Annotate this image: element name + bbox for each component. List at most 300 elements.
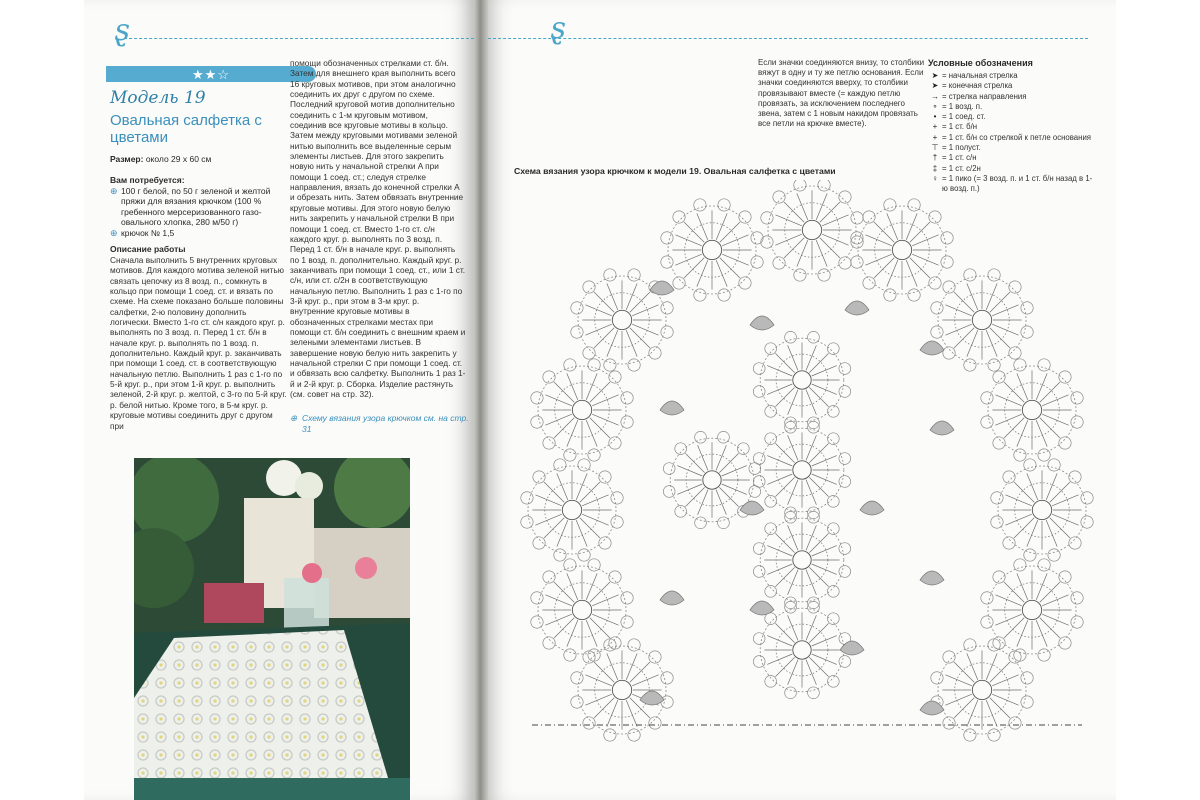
- motif-picot: [851, 212, 863, 224]
- leaf-element: [640, 691, 664, 705]
- stars-rating: ★★☆: [192, 67, 230, 82]
- leaf-element: [740, 501, 764, 515]
- motif-center-ring: [1022, 400, 1041, 419]
- motif-picot: [981, 616, 993, 628]
- motif-picot: [571, 326, 583, 338]
- motif-stitch: [557, 473, 568, 499]
- motif-stitch: [767, 456, 792, 466]
- motif-stitch: [592, 395, 618, 406]
- leaf-element: [660, 401, 684, 415]
- motif-stitch: [992, 675, 1018, 686]
- motif-picot: [839, 363, 851, 375]
- motif-picot: [753, 543, 765, 555]
- leaf-element: [660, 591, 684, 605]
- motif-picot: [851, 256, 863, 268]
- motif-picot: [564, 449, 576, 461]
- motif-stitch: [788, 390, 798, 415]
- motif-stitch: [592, 595, 618, 606]
- motif-picot: [839, 656, 851, 668]
- motif-stitch: [990, 292, 1010, 312]
- motif-stitch: [812, 654, 837, 664]
- motif-stitch: [767, 636, 792, 646]
- swirl-ornament: ȿ: [114, 13, 130, 48]
- motif-picot: [718, 289, 730, 301]
- motif-picot: [694, 199, 706, 211]
- motif-stitch: [1005, 495, 1031, 506]
- motif-picot: [695, 431, 707, 443]
- motif-center-ring: [1022, 600, 1041, 619]
- motif-picot: [661, 232, 673, 244]
- motif-stitch: [806, 345, 816, 370]
- motif-picot: [1014, 559, 1026, 571]
- motif-picot: [621, 592, 633, 604]
- motif-picot: [785, 687, 797, 699]
- motif-stitch: [1017, 573, 1028, 599]
- motif-picot: [749, 463, 761, 475]
- legend-row: [928, 143, 1098, 153]
- book-gutter: [474, 0, 488, 800]
- motif-picot: [628, 269, 640, 281]
- leaf-element: [930, 421, 954, 435]
- pattern-title: Овальная салфетка с цветами: [110, 112, 262, 146]
- motif-stitch: [986, 283, 997, 309]
- legend-title: Условные обозначения: [928, 58, 1033, 68]
- motif-picot: [1081, 492, 1093, 504]
- motif-center-ring: [802, 220, 821, 239]
- instructions-column-1: Сначала выполнить 5 внутренних круговых мотивов. Для каждого мотива зеленой нитью связать цепочку из 8 возд. п., сомкнуть в кольцо при помощи 1 соед. ст. и вязать по схеме. На схеме показано больше половины салфетки, 2-ю половину дополнить логически. Вместо 1-го ст. с/н каждого круг. р. выполнять по 3 возд. п. Перед 1 ст. б/н в начале круг. р. выполнять по 1 возд. п. дополнительно. Каждый круг. р. заканчивать при помощи 1 соед. ст. в соответствующую начальную петлю. Выполнить 1 раз с 1-го по 5-й круг. р., при этом 1-й круг. р. выполнить зеленой, 2-й круг. р. желтой, с 3-го по 5-й круг. р. белой нитью. Кроме того, в 5-м круг. р. круговые мотивы соединить друг с другом при: [110, 255, 287, 431]
- legend-label: = 1 ст. б/н со стрелкой к петле основания: [942, 132, 1092, 142]
- motif-stitch: [626, 283, 637, 309]
- motif-picot: [808, 331, 820, 343]
- leaf-element: [840, 641, 864, 655]
- motif-stitch: [906, 213, 917, 239]
- motif-stitch: [812, 474, 837, 484]
- motif-picot: [818, 180, 830, 191]
- legend-symbol: ∘: [932, 101, 938, 111]
- top-dashed-rule: [124, 38, 474, 39]
- motif-picot: [818, 269, 830, 281]
- motif-picot: [931, 302, 943, 314]
- motif-picot: [753, 386, 765, 398]
- motif-picot: [604, 269, 616, 281]
- legend-symbol: ‡: [932, 163, 938, 173]
- legend-row: [928, 92, 1098, 102]
- motif-stitch: [545, 595, 571, 606]
- motif-stitch: [806, 570, 816, 595]
- legend-label: = 1 полуст.: [942, 143, 981, 153]
- motif-stitch: [1040, 582, 1060, 602]
- motif-stitch: [788, 615, 798, 640]
- motif-stitch: [816, 193, 827, 219]
- motif-center-ring: [703, 471, 721, 489]
- photo-illustration: [134, 458, 410, 800]
- motif-stitch: [945, 305, 971, 316]
- motif-stitch: [806, 525, 816, 550]
- legend-row: [928, 164, 1098, 174]
- motif-picot: [521, 492, 533, 504]
- motif-picot: [941, 256, 953, 268]
- motif-stitch: [607, 653, 618, 679]
- motif-center-ring: [793, 371, 811, 389]
- motif-picot: [628, 359, 640, 371]
- motif-picot: [1048, 549, 1060, 561]
- motif-picot: [1024, 549, 1036, 561]
- difficulty-stars: [106, 66, 316, 82]
- motif-picot: [753, 566, 765, 578]
- motif-picot: [839, 453, 851, 465]
- motif-picot: [794, 180, 806, 191]
- motif-stitch: [995, 395, 1021, 406]
- motif-stitch: [767, 546, 792, 556]
- motif-stitch: [992, 305, 1018, 316]
- motif-picot: [718, 199, 730, 211]
- motif-stitch: [698, 490, 708, 515]
- motif-stitch: [586, 373, 597, 399]
- motif-picot: [628, 639, 640, 651]
- size-value: около 29 x 60 см: [145, 154, 212, 164]
- motif-stitch: [677, 466, 702, 476]
- motif-center-ring: [612, 680, 631, 699]
- motif-picot: [794, 269, 806, 281]
- motif-picot: [908, 289, 920, 301]
- motif-picot: [981, 416, 993, 428]
- motif-stitch: [812, 564, 837, 574]
- chart-note: Если значки соединяются внизу, то столбики вяжут в одну и ту же петлю основания. Если значки соединяются вверху, то столбики провязывают вместе (= каждую петлю провязать, за исключением последнего звена, затем с 1 новым накидом провязать все петли на крючке вместе).: [758, 58, 925, 129]
- motif-picot: [908, 199, 920, 211]
- motif-stitch: [912, 235, 938, 246]
- size-label: Размер:: [110, 154, 144, 164]
- legend-label: = начальная стрелка: [942, 71, 1018, 80]
- motif-picot: [531, 592, 543, 604]
- doily-photo: [134, 458, 410, 800]
- motif-stitch: [1036, 373, 1047, 399]
- motif-stitch: [567, 573, 578, 599]
- crochet-chart: [512, 180, 1104, 792]
- motif-stitch: [806, 390, 816, 415]
- leaf-element: [860, 501, 884, 515]
- motif-picot: [941, 232, 953, 244]
- motif-stitch: [812, 384, 837, 394]
- motif-picot: [621, 616, 633, 628]
- motif-picot: [988, 269, 1000, 281]
- motif-picot: [991, 492, 1003, 504]
- motif-stitch: [554, 382, 574, 402]
- motif-picot: [588, 359, 600, 371]
- motif-stitch: [797, 193, 808, 219]
- legend-symbol: →: [931, 91, 939, 101]
- motif-stitch: [594, 292, 614, 312]
- motif-picot: [988, 729, 1000, 741]
- motif-picot: [604, 359, 616, 371]
- motif-stitch: [554, 582, 574, 602]
- motif-stitch: [626, 653, 637, 679]
- motif-stitch: [630, 292, 650, 312]
- motif-stitch: [1004, 382, 1024, 402]
- motif-stitch: [990, 662, 1010, 682]
- motif-stitch: [788, 525, 798, 550]
- leaf-element: [750, 316, 774, 330]
- motif-stitch: [1042, 595, 1068, 606]
- motif-stitch: [887, 213, 898, 239]
- motif-picot: [981, 392, 993, 404]
- legend-label: = 1 ст. с/2н: [942, 163, 981, 173]
- motif-picot: [1021, 326, 1033, 338]
- motif-picot: [628, 729, 640, 741]
- motif-picot: [988, 359, 1000, 371]
- motif-stitch: [1052, 495, 1078, 506]
- motif-picot: [761, 212, 773, 224]
- motif-picot: [531, 616, 543, 628]
- motif-picot: [749, 486, 761, 498]
- leaf-element: [845, 301, 869, 315]
- motif-stitch: [788, 345, 798, 370]
- motif-center-ring: [972, 310, 991, 329]
- motif-center-ring: [612, 310, 631, 329]
- motif-stitch: [716, 490, 726, 515]
- legend-symbol: •: [933, 112, 937, 122]
- legend-row: [928, 112, 1098, 122]
- motif-picot: [604, 729, 616, 741]
- top-dashed-rule: [488, 38, 1088, 39]
- motif-stitch: [806, 615, 816, 640]
- motif-picot: [521, 516, 533, 528]
- motif-stitch: [822, 215, 848, 226]
- legend-row: [928, 122, 1098, 132]
- motif-center-ring: [572, 400, 591, 419]
- motif-picot: [964, 359, 976, 371]
- motif-picot: [808, 687, 820, 699]
- motif-stitch: [784, 202, 804, 222]
- motif-stitch: [767, 366, 792, 376]
- motif-picot: [785, 331, 797, 343]
- motif-picot: [578, 549, 590, 561]
- motif-picot: [753, 656, 765, 668]
- motif-picot: [1081, 516, 1093, 528]
- legend-label: = конечная стрелка: [942, 81, 1013, 91]
- motif-stitch: [788, 435, 798, 460]
- legend-row: [928, 153, 1098, 163]
- motif-picot: [988, 639, 1000, 651]
- materials-item: ⊕ крючок № 1,5: [110, 228, 282, 239]
- legend-symbol: +: [932, 122, 938, 132]
- motif-stitch: [632, 675, 658, 686]
- motif-picot: [1038, 649, 1050, 661]
- legend-row: [928, 102, 1098, 112]
- motif-stitch: [567, 373, 578, 399]
- motif-picot: [839, 386, 851, 398]
- materials-label: Вам потребуется:: [110, 175, 185, 185]
- motif-picot: [571, 672, 583, 684]
- scheme-title: Схема вязания узора крючком к модели 19. Овальная салфетка с цветами: [514, 166, 836, 176]
- motif-picot: [1014, 359, 1026, 371]
- work-heading: Описание работы: [110, 244, 186, 254]
- motif-stitch: [720, 222, 740, 242]
- legend-row: [928, 81, 1098, 91]
- motif-picot: [1071, 592, 1083, 604]
- motif-stitch: [675, 235, 701, 246]
- swirl-ornament: ȿ: [550, 11, 566, 46]
- motif-stitch: [806, 660, 816, 685]
- materials-item: ⊕ 100 г белой, по 50 г зеленой и желтой пряжи для вязания крючком (100 % гребенного мерсеризованного газо- овального хлопка, 280 м/50 г): [110, 186, 282, 228]
- motif-stitch: [1014, 482, 1034, 502]
- legend-label: = стрелка направления: [942, 91, 1027, 101]
- motif-picot: [1021, 696, 1033, 708]
- motif-stitch: [1017, 373, 1028, 399]
- motif-picot: [753, 633, 765, 645]
- motif-picot: [751, 256, 763, 268]
- leaf-element: [920, 571, 944, 585]
- leaf-element: [750, 601, 774, 615]
- legend-symbol: †: [932, 153, 938, 163]
- motif-picot: [839, 543, 851, 555]
- materials-block: [110, 175, 282, 238]
- motif-picot: [604, 639, 616, 651]
- size-line: [110, 154, 280, 165]
- motif-stitch: [788, 480, 798, 505]
- motif-picot: [1071, 616, 1083, 628]
- legend-label: = 1 соед. ст.: [942, 112, 986, 122]
- motif-picot: [751, 232, 763, 244]
- motif-picot: [621, 392, 633, 404]
- legend-symbol: ⊤: [931, 143, 939, 153]
- motif-picot: [718, 517, 730, 529]
- motif-stitch: [545, 395, 571, 406]
- motif-stitch: [788, 660, 798, 685]
- motif-stitch: [995, 595, 1021, 606]
- motif-stitch: [954, 662, 974, 682]
- motif-picot: [661, 302, 673, 314]
- motif-picot: [991, 516, 1003, 528]
- legend-symbol: ➤: [931, 71, 939, 80]
- motif-stitch: [632, 305, 658, 316]
- motif-stitch: [722, 235, 748, 246]
- motif-picot: [1071, 416, 1083, 428]
- motif-picot: [621, 416, 633, 428]
- motif-stitch: [820, 202, 840, 222]
- motif-stitch: [585, 305, 611, 316]
- motif-stitch: [945, 675, 971, 686]
- motif-center-ring: [572, 600, 591, 619]
- motif-stitch: [586, 573, 597, 599]
- left-page: [84, 0, 474, 800]
- motif-stitch: [775, 215, 801, 226]
- motif-stitch: [967, 283, 978, 309]
- motif-picot: [1038, 449, 1050, 461]
- scheme-reference: ⊕ Схему вязания узора крючком см. на стр. 31: [290, 413, 472, 435]
- motif-picot: [753, 363, 765, 375]
- motif-stitch: [585, 675, 611, 686]
- symbol-legend: [928, 71, 1098, 195]
- motif-picot: [1021, 302, 1033, 314]
- motif-center-ring: [1032, 500, 1051, 519]
- motif-stitch: [722, 484, 747, 494]
- legend-row: [928, 133, 1098, 143]
- motif-stitch: [582, 495, 608, 506]
- motif-picot: [564, 359, 576, 371]
- motif-stitch: [716, 213, 727, 239]
- motif-stitch: [1046, 473, 1057, 499]
- motif-picot: [1038, 359, 1050, 371]
- motif-picot: [578, 459, 590, 471]
- motif-stitch: [590, 582, 610, 602]
- motif-picot: [661, 672, 673, 684]
- motif-picot: [884, 289, 896, 301]
- motif-stitch: [607, 283, 618, 309]
- motif-picot: [564, 649, 576, 661]
- motif-stitch: [1004, 582, 1024, 602]
- motif-stitch: [698, 445, 708, 470]
- motif-picot: [694, 289, 706, 301]
- motif-stitch: [630, 662, 650, 682]
- motif-stitch: [1042, 395, 1068, 406]
- motif-stitch: [590, 382, 610, 402]
- motif-stitch: [1040, 382, 1060, 402]
- legend-label: = 1 ст. б/н: [942, 122, 978, 132]
- motif-picot: [1048, 459, 1060, 471]
- leaf-element: [650, 281, 674, 295]
- motif-center-ring: [702, 240, 721, 259]
- motif-stitch: [684, 222, 704, 242]
- motif-picot: [663, 486, 675, 498]
- motif-stitch: [865, 235, 891, 246]
- motif-picot: [884, 199, 896, 211]
- motif-picot: [611, 516, 623, 528]
- motif-picot: [661, 326, 673, 338]
- motif-stitch: [1036, 573, 1047, 599]
- motif-picot: [1021, 672, 1033, 684]
- motif-picot: [931, 326, 943, 338]
- motif-stitch: [874, 222, 894, 242]
- motif-picot: [964, 639, 976, 651]
- motif-stitch: [954, 292, 974, 312]
- motif-picot: [1014, 449, 1026, 461]
- model-label: Модель 19: [110, 88, 206, 108]
- motif-stitch: [535, 495, 561, 506]
- motif-picot: [661, 256, 673, 268]
- right-page: [488, 0, 1116, 800]
- legend-row: [928, 71, 1098, 81]
- motif-picot: [611, 492, 623, 504]
- motif-stitch: [576, 473, 587, 499]
- motif-center-ring: [562, 500, 581, 519]
- motif-center-ring: [892, 240, 911, 259]
- motif-picot: [1071, 392, 1083, 404]
- motif-picot: [571, 696, 583, 708]
- motif-stitch: [544, 482, 564, 502]
- motif-picot: [554, 549, 566, 561]
- motif-stitch: [716, 445, 726, 470]
- motif-picot: [588, 559, 600, 571]
- motif-stitch: [580, 482, 600, 502]
- motif-picot: [531, 416, 543, 428]
- motif-stitch: [806, 480, 816, 505]
- motif-picot: [554, 459, 566, 471]
- motif-picot: [931, 672, 943, 684]
- motif-picot: [571, 302, 583, 314]
- leaf-element: [920, 341, 944, 355]
- motif-picot: [839, 476, 851, 488]
- motif-stitch: [788, 570, 798, 595]
- motif-picot: [1038, 559, 1050, 571]
- legend-symbol: ♀: [932, 173, 938, 183]
- motif-stitch: [967, 653, 978, 679]
- motif-stitch: [1027, 473, 1038, 499]
- motif-center-ring: [972, 680, 991, 699]
- motif-stitch: [697, 213, 708, 239]
- motif-picot: [964, 729, 976, 741]
- legend-label: = 1 ст. с/н: [942, 153, 977, 163]
- motif-picot: [531, 392, 543, 404]
